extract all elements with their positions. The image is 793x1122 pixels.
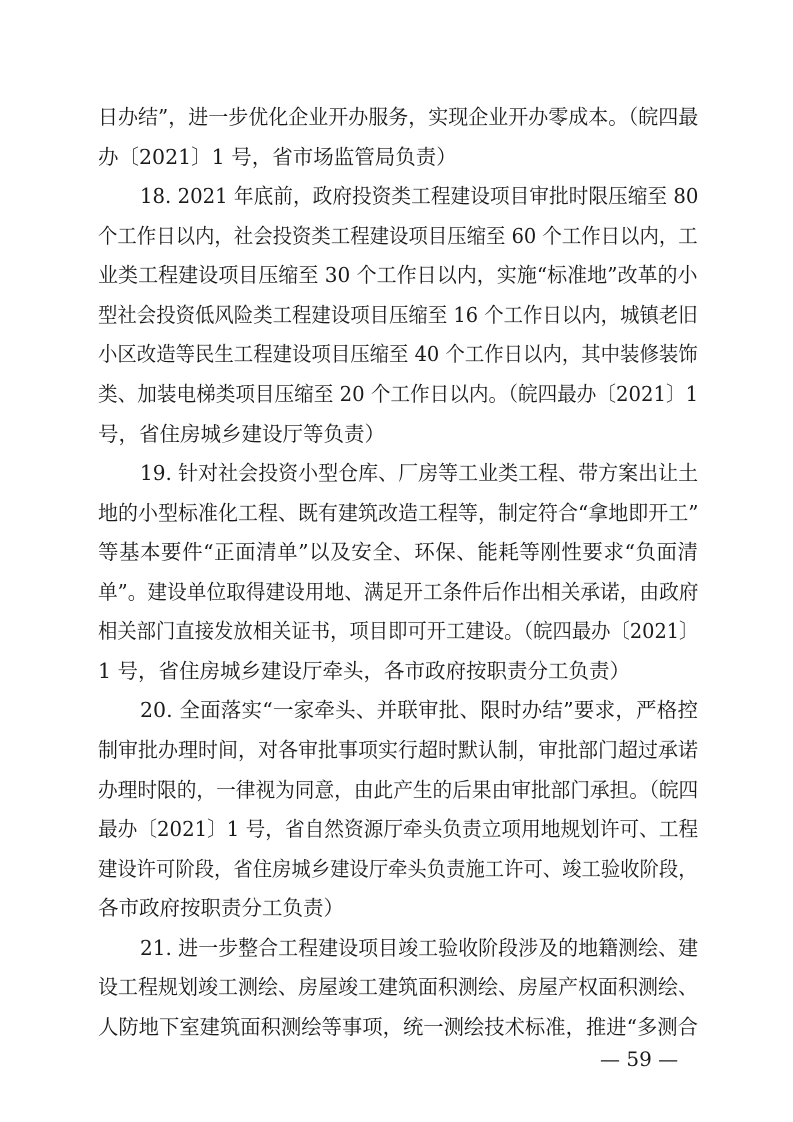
text-line: 单”。建设单位取得建设用地、满足开工条件后作出相关承诺，由政府 bbox=[98, 579, 699, 604]
page-number: — 59 — bbox=[600, 1047, 679, 1071]
text-line: 最办〔2021〕1 号，省自然资源厅牵头负责立项用地规划许可、工程 bbox=[98, 817, 699, 842]
text-line: 20. 全面落实“一家牵头、并联审批、限时办结”要求，严格控 bbox=[140, 698, 698, 723]
text-line: 小区改造等民生工程建设项目压缩至 40 个工作日以内，其中装修装饰 bbox=[98, 342, 698, 367]
text-line: 办〔2021〕1 号，省市场监管局负责） bbox=[98, 144, 457, 169]
text-line: 业类工程建设项目压缩至 30 个工作日以内，实施“标准地”改革的小 bbox=[98, 263, 698, 288]
text-line: 类、加装电梯类项目压缩至 20 个工作日以内。（皖四最办〔2021〕1 bbox=[98, 381, 699, 406]
text-line: 等基本要件“正面清单”以及安全、环保、能耗等刚性要求“负面清 bbox=[98, 540, 698, 565]
text-line: 人防地下室建筑面积测绘等事项，统一测绘技术标准，推进“多测合 bbox=[98, 1015, 698, 1039]
text-line: 制审批办理时间，对各审批事项实行超时默认制，审批部门超过承诺 bbox=[98, 738, 698, 763]
text-line: 建设许可阶段，省住房城乡建设厅牵头负责施工许可、竣工验收阶段， bbox=[98, 856, 698, 881]
text-line: 办理时限的，一律视为同意，由此产生的后果由审批部门承担。（皖四 bbox=[98, 777, 699, 802]
text-line: 地的小型标准化工程、既有建筑改造工程等，制定符合“拿地即开工” bbox=[98, 500, 699, 525]
text-line: 号，省住房城乡建设厅等负责） bbox=[98, 421, 385, 446]
text-line: 设工程规划竣工测绘、房屋竣工建筑面积测绘、房屋产权面积测绘、 bbox=[98, 975, 698, 1000]
text-line: 个工作日以内，社会投资类工程建设项目压缩至 60 个工作日以内，工 bbox=[98, 223, 698, 248]
text-line: 1 号，省住房城乡建设厅牵头，各市政府按职责分工负责） bbox=[98, 658, 631, 683]
text-line: 型社会投资低风险类工程建设项目压缩至 16 个工作日以内，城镇老旧 bbox=[98, 302, 698, 327]
text-line: 相关部门直接发放相关证书，项目即可开工建设。（皖四最办〔2021〕 bbox=[98, 619, 699, 644]
text-line: 日办结”，进一步优化企业开办服务，实现企业开办零成本。（皖四最 bbox=[98, 105, 699, 129]
text-line: 各市政府按职责分工负责） bbox=[98, 896, 344, 921]
text-line: 21. 进一步整合工程建设项目竣工验收阶段涉及的地籍测绘、建 bbox=[140, 935, 699, 960]
text-line: 18. 2021 年底前，政府投资类工程建设项目审批时限压缩至 80 bbox=[140, 184, 699, 209]
text-line: 19. 针对社会投资小型仓库、厂房等工业类工程、带方案出让土 bbox=[140, 461, 699, 486]
